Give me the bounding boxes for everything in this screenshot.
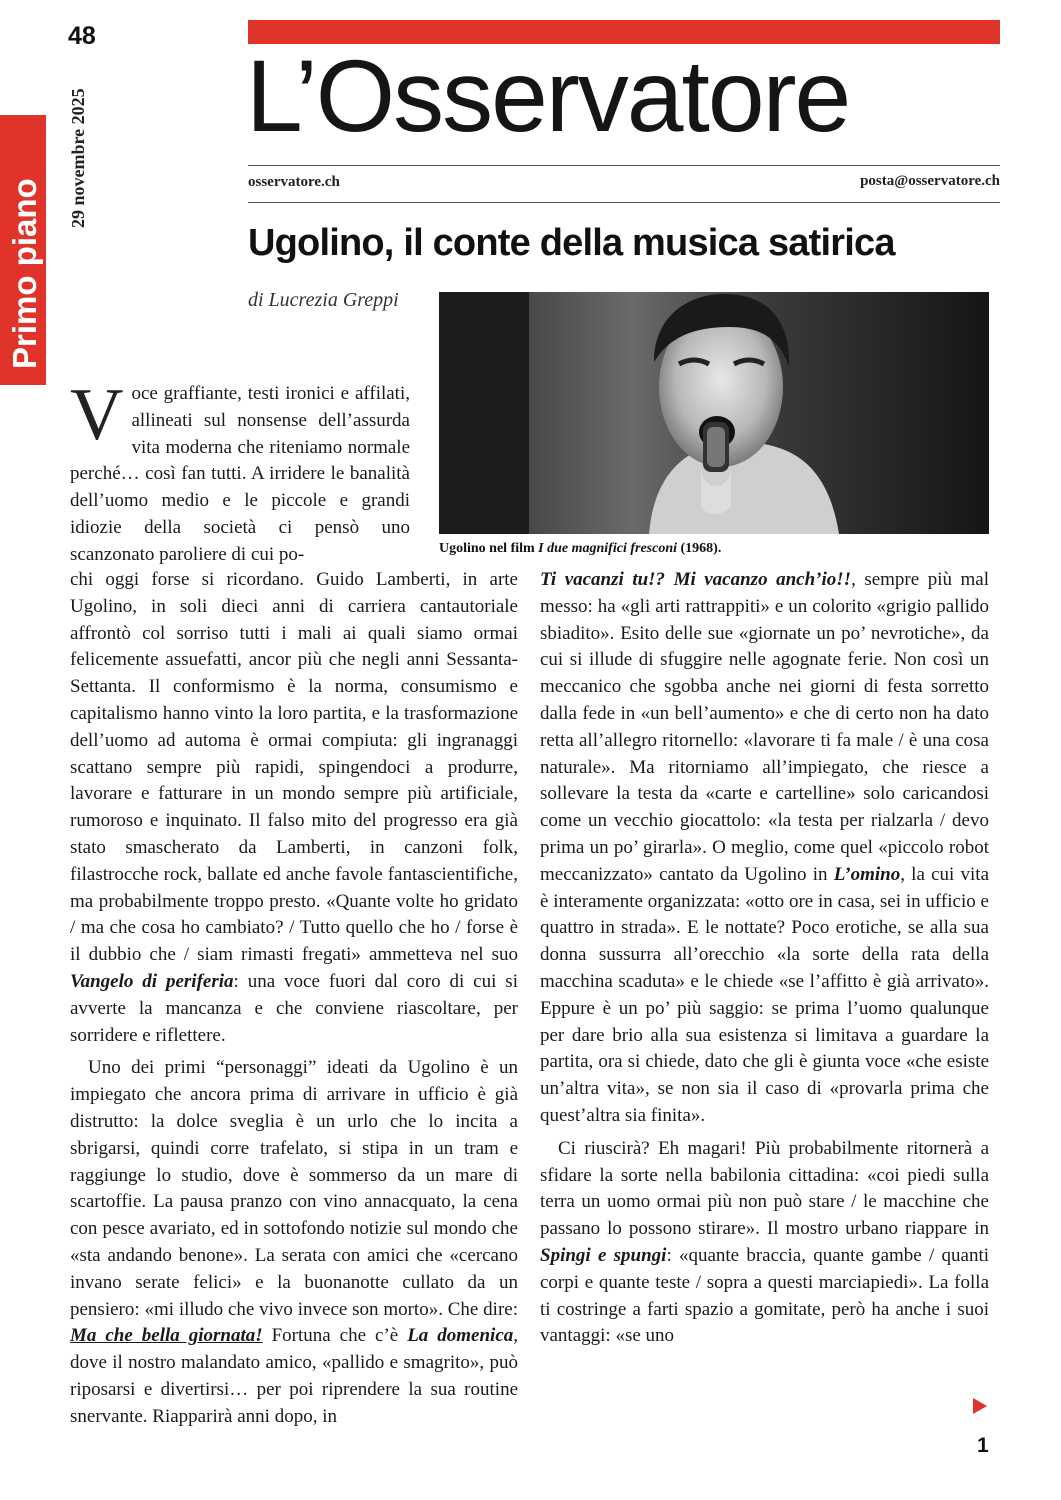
singer-photo-illustration	[439, 292, 989, 534]
song-title: Spingi e spungi	[540, 1244, 667, 1266]
article-photo	[439, 292, 989, 534]
song-title: L’omino	[833, 863, 901, 885]
song-title: Ti vacanzi tu!? Mi vacanzo anch’io!!	[540, 569, 852, 590]
song-title: La domenica	[407, 1325, 514, 1347]
website-link[interactable]: osservatore.ch	[248, 174, 340, 190]
masthead-rule-top	[248, 165, 1000, 166]
paragraph-2: Uno dei primi “personaggi” ideati da Ugolino è un impiegato che ancora prima di arrivare in ufficio è già distrutto: la dolce sveglia è un urlo che lo incita a sbrigarsi, quindi corre trafelato, si stipa in un tram e raggiunge lo studio, dove è sommerso da un mare di scartoffie. La pausa pranzo con vino annacquato, la cena con pesce avariato, ed in sottofondo notizie sul mondo che «sta andando benone». La serata con amici che «cercano invano serate felici» e la buonanotte cullato da un pensiero: «mi illudo che vivo invece son morto». Che dire: Ma che bella giornata! Fortuna che c’è La domenica, dove il nostro malandato amico, «pallido e smagrito», può riposarsi e divertirsi… per poi riprendere la sua routine snervante. Riapparirà anni dopo, in	[70, 1057, 519, 1427]
masthead-title: L’Osservatore	[246, 39, 850, 153]
section-label: Primo piano	[6, 178, 43, 369]
article-headline: Ugolino, il conte della musica satirica	[248, 222, 895, 264]
song-title: Ma che bella giornata!	[70, 1325, 263, 1347]
article-column-left	[70, 567, 518, 1431]
masthead-rule-bottom	[248, 202, 1000, 203]
paragraph-2-continued: Ti vacanzi tu!? Mi vacanzo anch’io!!, sempre più mal messo: ha «gli arti rattrappiti» e un colorito «grigio pallido sbiadito». Esito delle sue «giornate un po’ nevrotiche», da cui si illude di sfuggire nelle agognate ferie. Non così un meccanico che sgobba anche nei giorni di festa sorretto dalla fede in «un bell’aumento» e che di certo non ha dato retta all’allegro ritornello: «lavorare ti fa male / è una cosa naturale». Ma ritorniamo all’impiegato, che riesce a sollevare la testa da «carte e cartelline» solo caricandosi come un vecchio giocattolo: «la testa per rialzarla / devo prima un po’ girarla». O meglio, come quel «piccolo robot meccanizzato» cantato da Ugolino in L’omino, la cui vita è interamente organizzata: «otto ore in casa, sei in ufficio e quattro in strada». E le nottate? Poco erotiche, se alla sua donna sussurra all’orecchio «la sorte della rata della macchina scaduta» e le chiede «se l’affitto è già arrivato». Eppure è un po’ più saggio: se prima l’uomo qualunque per dare brio alla sua esistenza si limitava a guardare la partita, ora si chiede, dato che gli è giunta voce «che esiste un’altra vita», se non sia il caso di «provarla prima che quest’altra sia finita».	[540, 569, 989, 1126]
paragraph-1: chi oggi forse si ricordano. Guido Lamberti, in arte Ugolino, in soli dieci anni di carriera cantautoriale affrontò col sorriso tutti i mali ai quali siamo ormai felicemente assuefatti, ancor più che negli anni Sessanta-Settanta. Il conformismo è la norma, consumismo e capitalismo hanno vinto la loro partita, e la trasformazione dell’uomo ad automa è ormai compiuta: gli ingranaggi scattano sempre più rapidi, spingendoci a produrre, lavorare e fatturare in un mondo sempre più artificiale, rumoroso e inquinato. Il falso mito del progresso era già stato smascherato da Lamberti, in canzoni folk, filastrocche rock, ballate ed anche favole fantascientifiche, ma probabilmente troppo presto. «Quante volte ho gridato / ma che cosa ho cambiato? / Tutto quello che ho / forse è il dubbio che / siam rimasti fregati» ammetteva nel suo Vangelo di periferia: una voce fuori dal coro di cui si avverte la mancanza e che conviene riascoltare, per sorridere e riflettere.	[70, 569, 518, 1046]
paragraph-3: Ci riuscirà? Eh magari! Più probabilmente ritornerà a sfidare la sorte nella babilonia cittadina: «coi piedi sulla terra un uomo ormai più non può stare / le macchine che passano lo possono stirare». Il mostro urbano riappare in Spingi e spungi: «quante braccia, quante gambe / quanti corpi e quante teste / sopra a questi marciapiedi». La folla ti costringe a farti spazio a gomitate, però ha anche i suoi vantaggi: «se uno	[540, 1137, 989, 1347]
song-title: Vangelo di periferia	[70, 970, 234, 992]
article-lead: Voce graffiante, testi ironici e affilati, allineati sul nonsense dell’assurda vita moderna che riteniamo normale perché… così fan tutti. A irridere le banalità dell’uomo medio e le piccole e grandi idiozie della società ci pensò uno scanzonato paroliere di cui po-	[70, 374, 410, 565]
issue-date: 29 novembre 2025	[68, 88, 88, 228]
page-number: 48	[68, 22, 96, 50]
sheet-number: 1	[977, 1434, 989, 1457]
article-byline: di Lucrezia Greppi	[248, 289, 399, 311]
photo-caption: Ugolino nel film I due magnifici fresconi (1968).	[439, 541, 722, 556]
drop-cap: V	[70, 374, 124, 456]
email-link[interactable]: posta@osservatore.ch	[860, 173, 1000, 189]
section-tab	[0, 115, 46, 385]
continue-arrow-icon[interactable]	[973, 1398, 987, 1414]
article-column-right	[540, 567, 989, 1350]
